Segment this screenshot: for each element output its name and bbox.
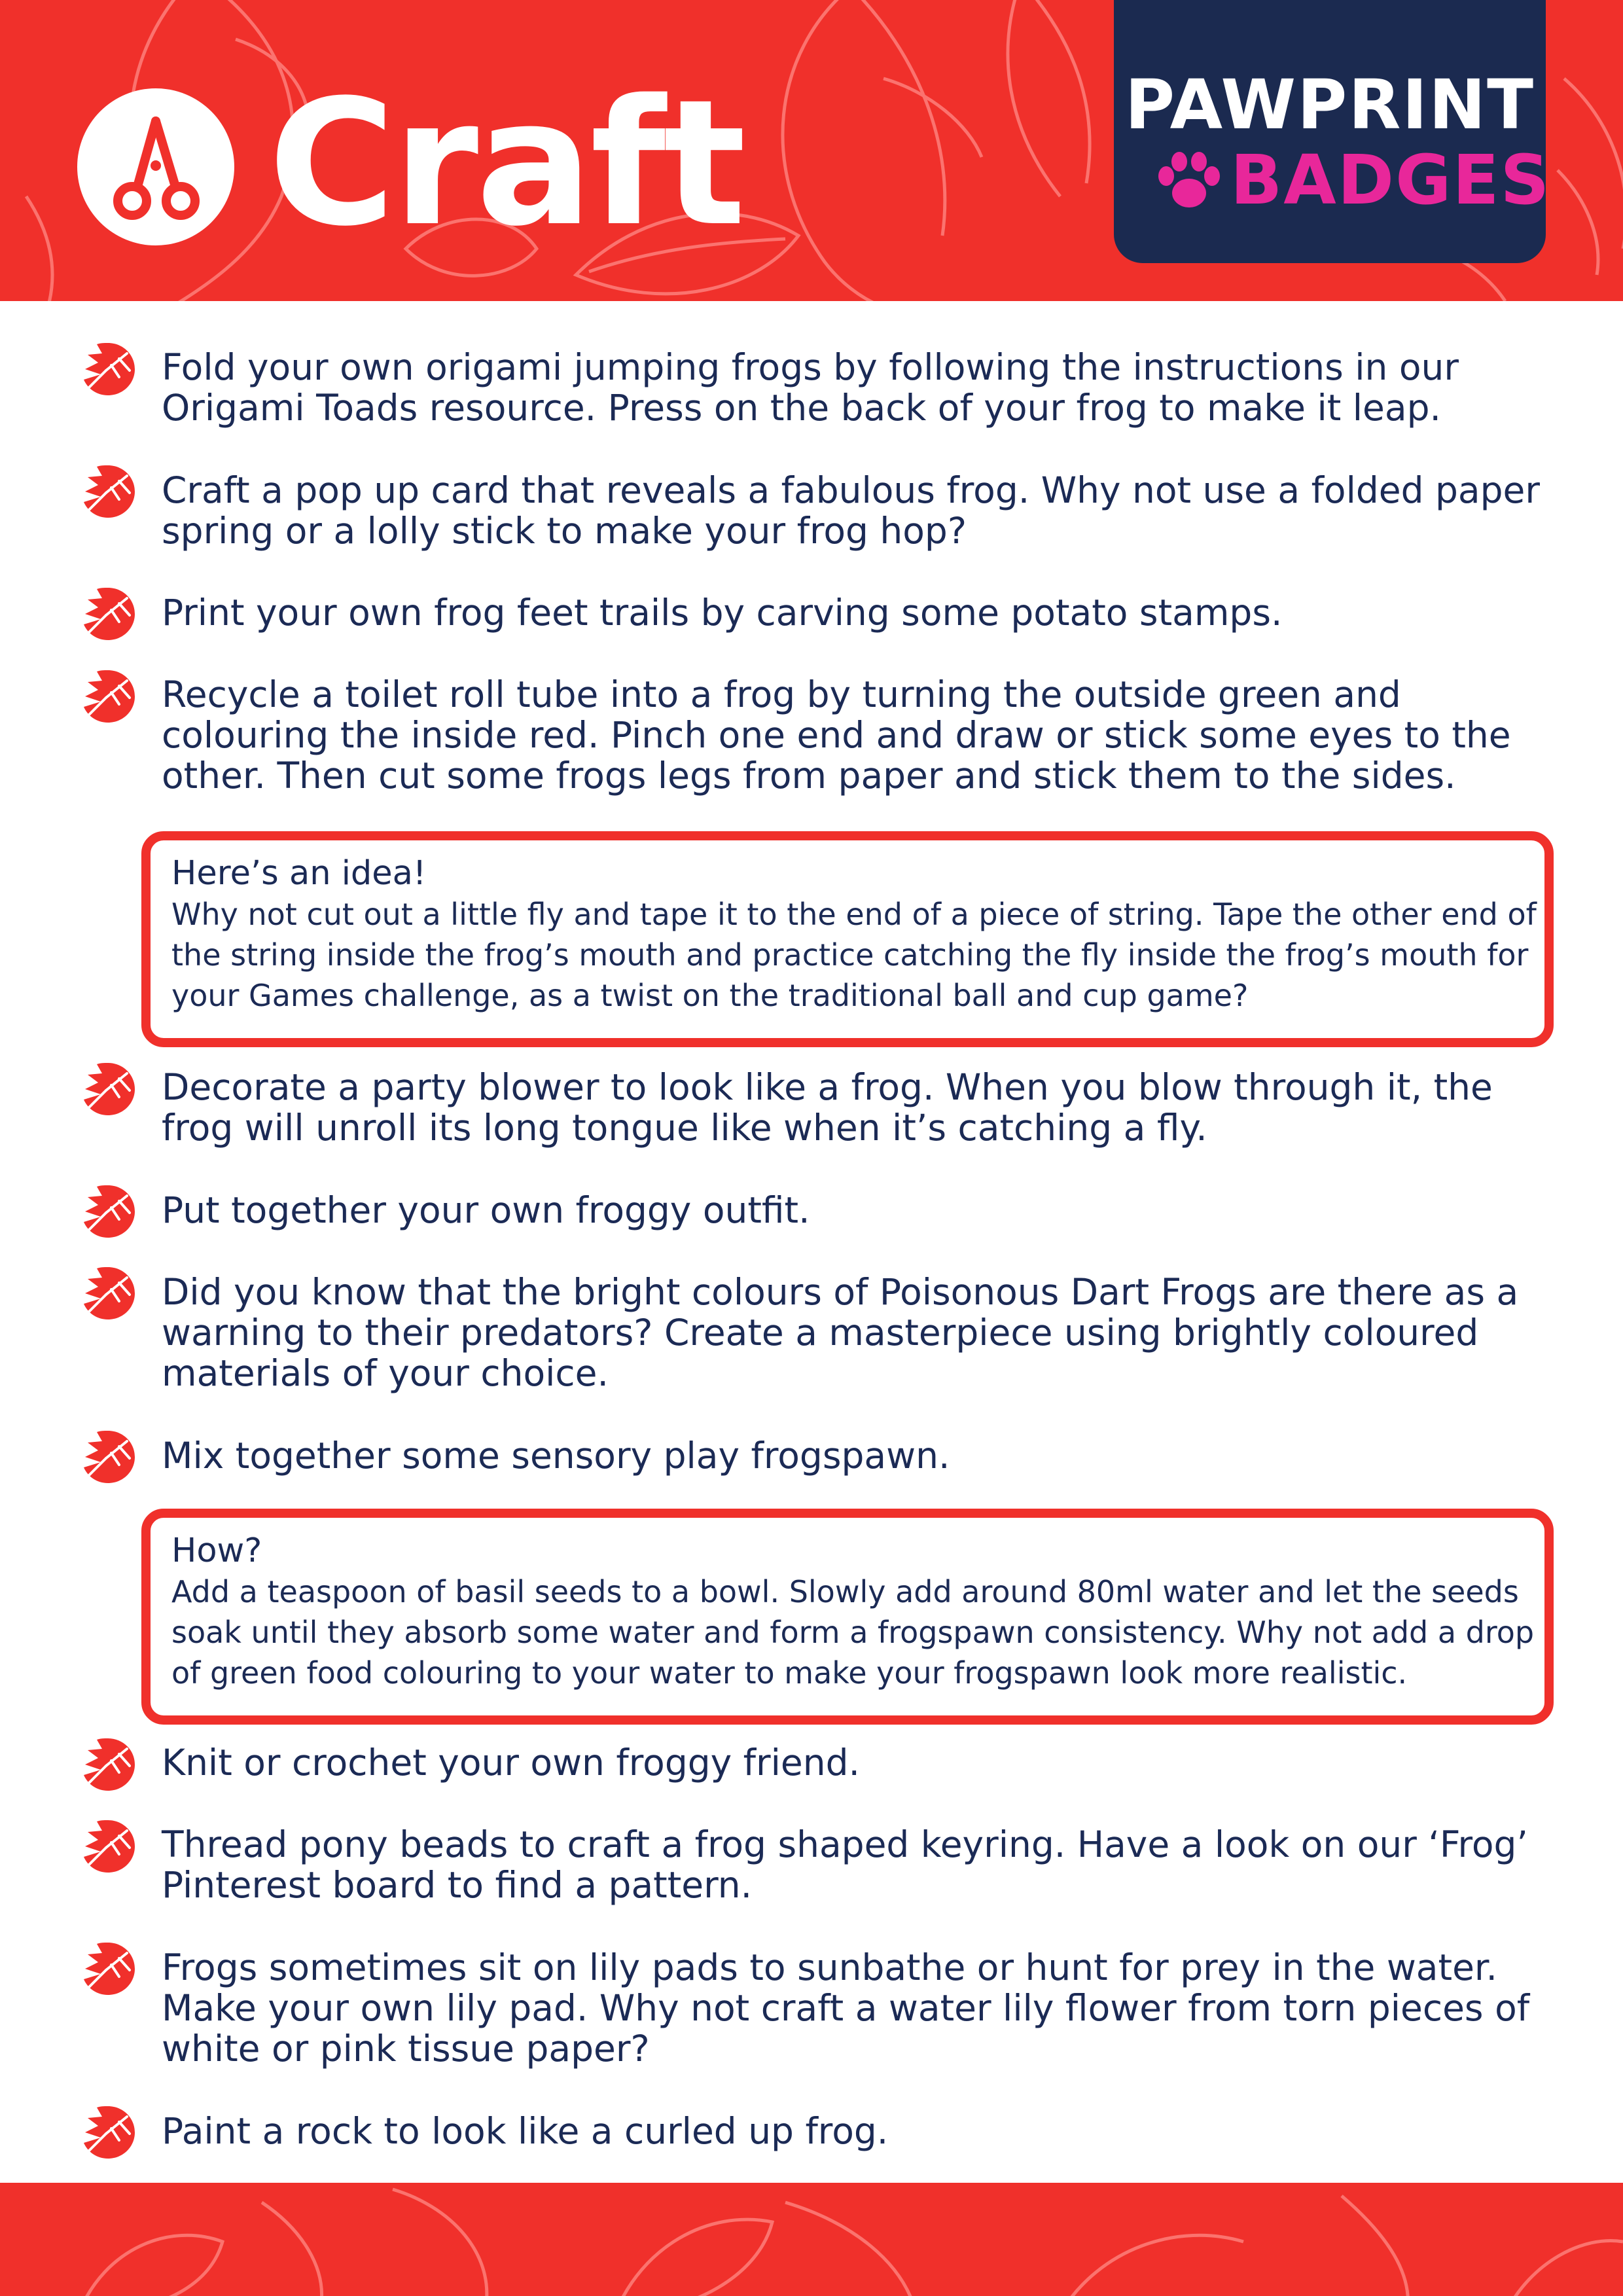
list-item-text: Craft a pop up card that reveals a fabulous frog. Why not use a folded paper spring or a lolly stick to make your frog hop?	[162, 469, 1540, 552]
list-item-text: Knit or crochet your own froggy friend.	[162, 1742, 861, 1784]
note-text: Add a teaspoon of basil seeds to a bowl. Slowly add around 80ml water and let the seeds soak until they absorb some water and form a frogspawn consistency. Why not add a drop of green food colouring to your water to make your frogspawn look more realistic.	[171, 1574, 1535, 1691]
monstera-leaf-icon	[79, 1263, 137, 1322]
list-item-text: Put together your own froggy outfit.	[162, 1189, 810, 1231]
note-title: How?	[171, 1532, 262, 1570]
paw-icon	[1153, 149, 1225, 214]
list-item-text: Recycle a toilet roll tube into a frog by turning the outside green and colouring the inside red. Pinch one end and draw or stick some eyes to the other. Then cut some frogs legs from paper and stick them to the sides.	[162, 673, 1511, 797]
list-item-text: Decorate a party blower to look like a frog. When you blow through it, the frog will unroll its long tongue like when it’s catching a fly.	[162, 1066, 1493, 1149]
monstera-leaf-icon	[79, 461, 137, 520]
idea-note-box	[141, 831, 1554, 1047]
scissors-icon	[77, 88, 234, 245]
leaf-pattern-background	[0, 2183, 1623, 2296]
pawprint-badges-logo	[1114, 0, 1551, 263]
list-item-text: Thread pony beads to craft a frog shaped keyring. Have a look on our ‘Frog’ Pinterest board to find a pattern.	[162, 1823, 1528, 1906]
list-item-text: Fold your own origami jumping frogs by following the instructions in our Origami Toads resource. Press on the back of your frog to make it leap.	[162, 346, 1459, 429]
monstera-leaf-icon	[79, 1181, 137, 1240]
craft-icon-circle	[77, 88, 234, 245]
list-item-text: Paint a rock to look like a curled up frog.	[162, 2110, 889, 2152]
monstera-leaf-icon	[79, 1939, 137, 1998]
logo-line-pawprint: PAWPRINT	[1124, 65, 1535, 145]
page-footer	[0, 2183, 1623, 2296]
monstera-leaf-icon	[79, 1734, 137, 1793]
list-item-text: Mix together some sensory play frogspawn.	[162, 1435, 950, 1477]
page-title: Craft	[268, 63, 743, 264]
how-note-box	[141, 1509, 1554, 1725]
note-title: Here’s an idea!	[171, 854, 427, 893]
page-header	[0, 0, 1623, 301]
monstera-leaf-icon	[79, 666, 137, 725]
list-item-text: Print your own frog feet trails by carving some potato stamps.	[162, 592, 1283, 634]
monstera-leaf-icon	[79, 1427, 137, 1486]
monstera-leaf-icon	[79, 339, 137, 398]
list-item-text: Did you know that the bright colours of Poisonous Dart Frogs are there as a warning to their predators? Create a masterpiece using brightly coloured materials of your choice.	[162, 1271, 1519, 1394]
monstera-leaf-icon	[79, 2102, 137, 2161]
monstera-leaf-icon	[79, 1816, 137, 1875]
monstera-leaf-icon	[79, 584, 137, 643]
note-text: Why not cut out a little fly and tape it to the end of a piece of string. Tape the other end of the string inside the frog’s mouth and practice catching the fly inside the frog’s mouth for your Games challenge, as a twist on the traditional ball and cup game?	[171, 897, 1537, 1013]
monstera-leaf-icon	[79, 1059, 137, 1118]
list-item-text: Frogs sometimes sit on lily pads to sunbathe or hunt for prey in the water. Make your own lily pad. Why not craft a water lily flower from torn pieces of white or pink tissue paper?	[162, 1946, 1530, 2070]
logo-line-badges: BADGES	[1230, 140, 1551, 220]
